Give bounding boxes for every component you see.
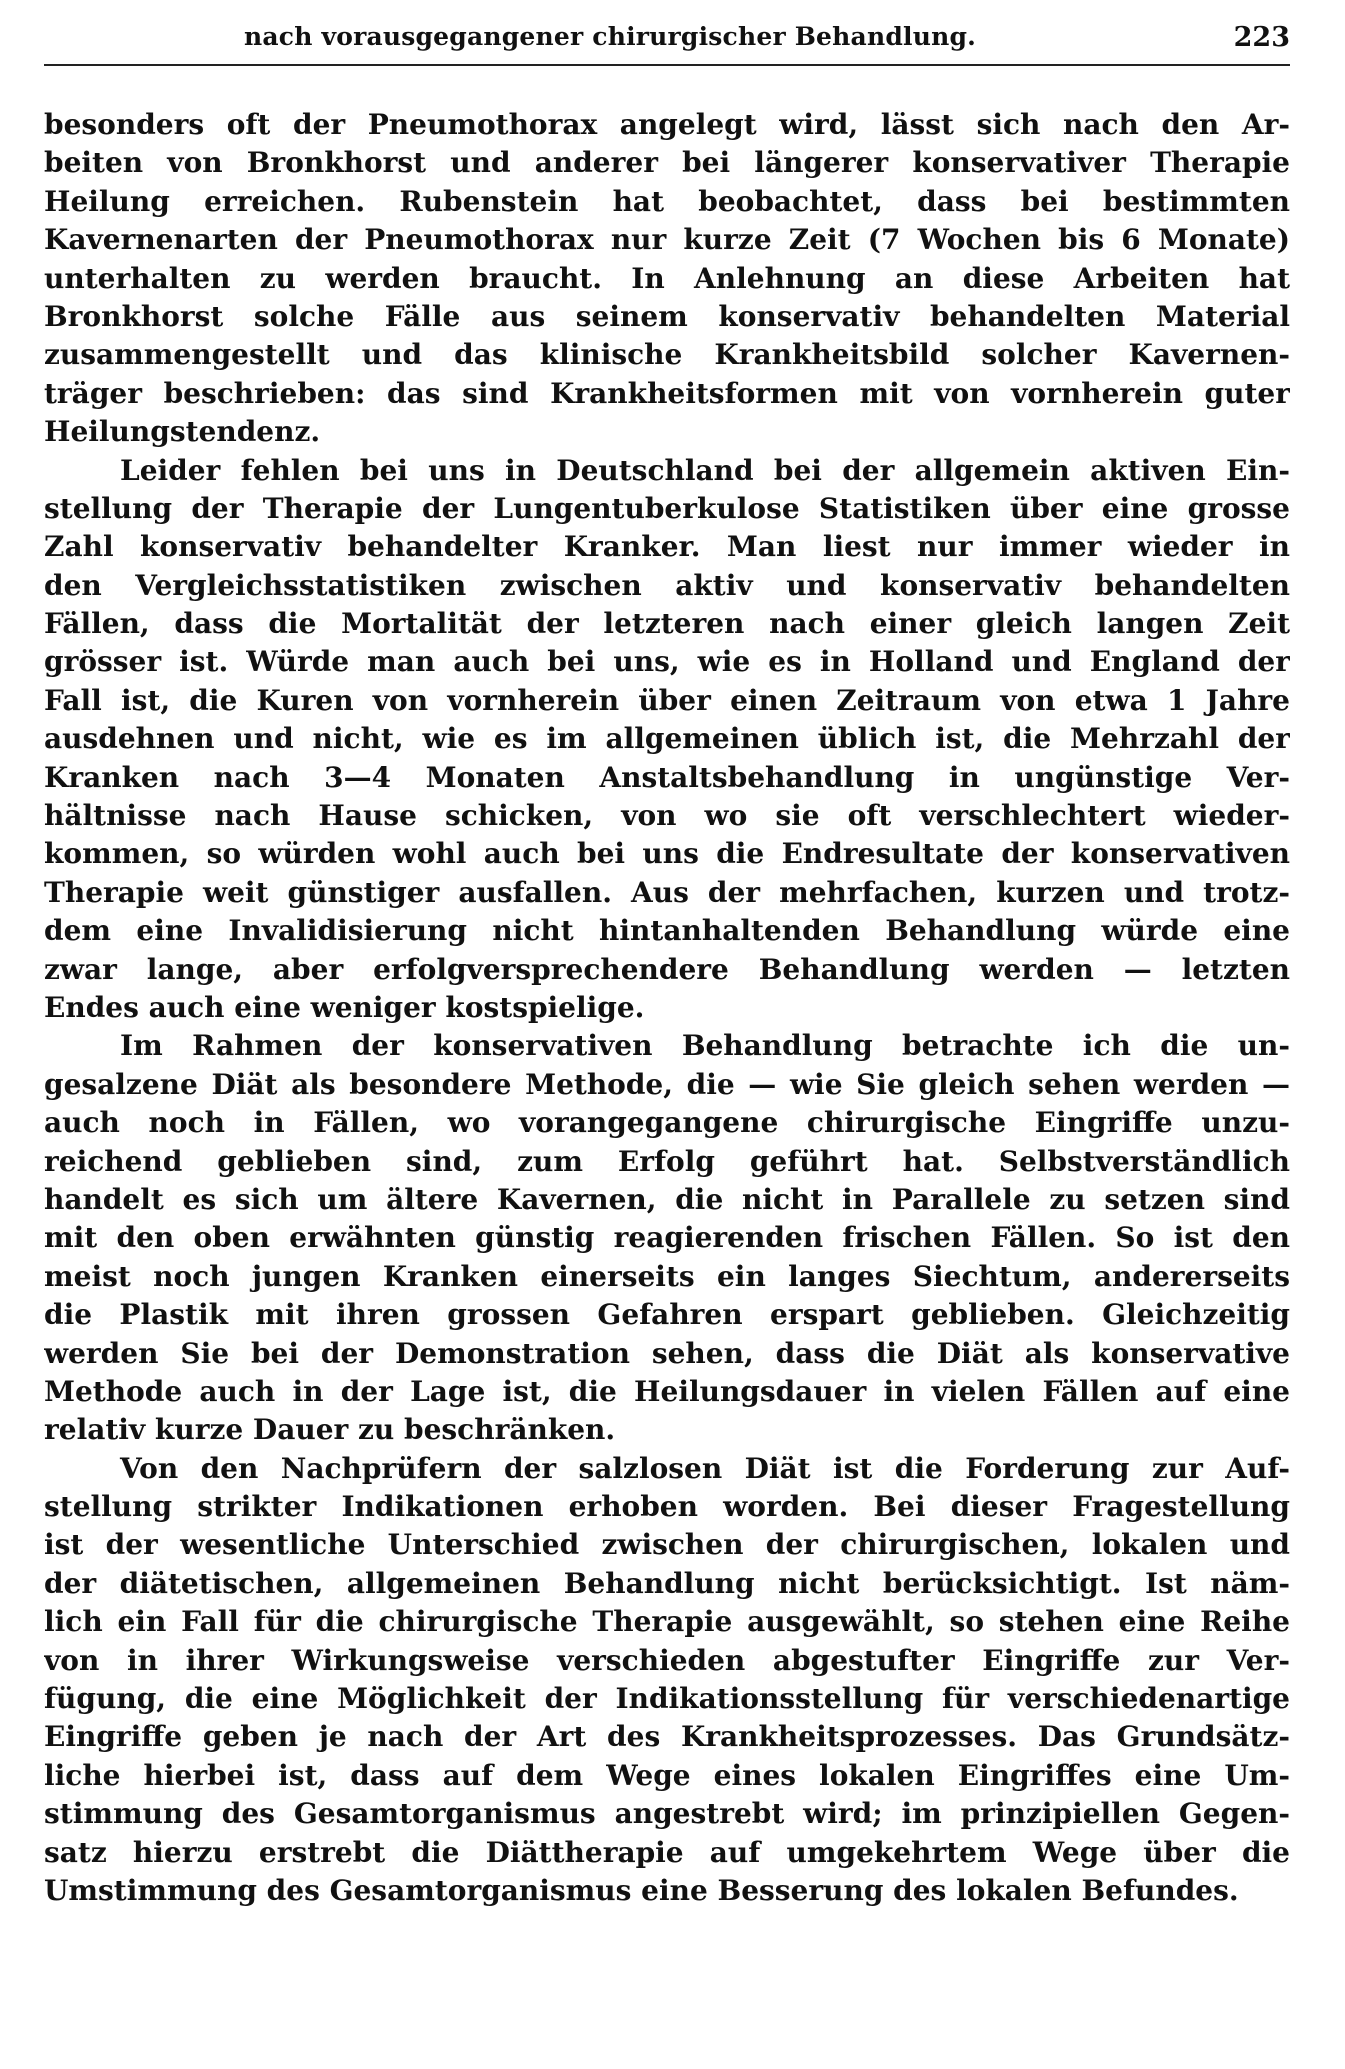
text-line: Methode auch in der Lage ist, die Heilungsdauer in vielen Fällen auf eine: [44, 1374, 1290, 1408]
text-line: von in ihrer Wirkungsweise verschieden abgestufter Eingriffe zur Ver-: [44, 1643, 1290, 1677]
text-line: relativ kurze Dauer zu beschränken.: [44, 1413, 616, 1447]
text-line: kommen, so würden wohl auch bei uns die Endresultate der konservativen: [44, 837, 1290, 871]
text-line: meist noch jungen Kranken einerseits ein langes Siechtum, andererseits: [44, 1259, 1290, 1293]
body-text: [44, 106, 1290, 1910]
text-line: ist der wesentliche Unterschied zwischen der chirurgischen, lokalen und: [44, 1528, 1290, 1562]
text-line: Leider fehlen bei uns in Deutschland bei der allgemein aktiven Ein-: [120, 453, 1290, 487]
text-line: liche hierbei ist, dass auf dem Wege eines lokalen Eingriffes eine Um-: [44, 1758, 1290, 1792]
text-line: fügung, die eine Möglichkeit der Indikationsstellung für verschiedenartige: [44, 1682, 1290, 1716]
text-line: die Plastik mit ihren grossen Gefahren erspart geblieben. Gleichzeitig: [44, 1298, 1290, 1332]
text-line: zwar lange, aber erfolgversprechendere Behandlung werden — letzten: [44, 952, 1290, 986]
book-page: [44, 0, 1290, 2069]
paragraph: [44, 106, 1290, 452]
text-line: stellung der Therapie der Lungentuberkulose Statistiken über eine grosse: [44, 491, 1290, 525]
text-line: Von den Nachprüfern der salzlosen Diät ist die Forderung zur Auf-: [120, 1451, 1290, 1485]
text-line: stellung strikter Indikationen erhoben worden. Bei dieser Fragestellung: [44, 1490, 1290, 1524]
text-line: Eingriffe geben je nach der Art des Krankheitsprozesses. Das Grundsätz-: [44, 1720, 1290, 1754]
text-line: Kranken nach 3—4 Monaten Anstaltsbehandlung in ungünstige Ver-: [44, 760, 1290, 794]
text-line: handelt es sich um ältere Kavernen, die nicht in Parallele zu setzen sind: [44, 1182, 1290, 1216]
text-line: träger beschrieben: das sind Krankheitsformen mit von vornherein guter: [44, 376, 1290, 410]
text-line: auch noch in Fällen, wo vorangegangene chirurgische Eingriffe unzu-: [44, 1106, 1290, 1140]
paragraph: [44, 1027, 1290, 1449]
text-line: Heilungstendenz.: [44, 415, 321, 449]
page-number: 223: [1233, 22, 1290, 53]
text-line: unterhalten zu werden braucht. In Anlehnung an diese Arbeiten hat: [44, 261, 1290, 295]
text-line: Zahl konservativ behandelter Kranker. Man liest nur immer wieder in: [44, 530, 1290, 564]
paragraph: [44, 452, 1290, 1028]
text-line: Fällen, dass die Mortalität der letzteren nach einer gleich langen Zeit: [44, 607, 1290, 641]
text-line: satz hierzu erstrebt die Diättherapie auf umgekehrtem Wege über die: [44, 1835, 1290, 1869]
text-line: Fall ist, die Kuren von vornherein über einen Zeitraum von etwa 1 Jahre: [44, 683, 1290, 717]
text-line: der diätetischen, allgemeinen Behandlung nicht berücksichtigt. Ist näm-: [44, 1566, 1290, 1600]
header-rule: [44, 64, 1290, 66]
running-header: [44, 22, 1290, 62]
text-line: dem eine Invalidisierung nicht hintanhaltenden Behandlung würde eine: [44, 914, 1290, 948]
text-line: stimmung des Gesamtorganismus angestrebt wird; im prinzipiellen Gegen-: [44, 1797, 1290, 1831]
text-line: besonders oft der Pneumothorax angelegt wird, lässt sich nach den Ar-: [44, 108, 1290, 141]
text-line: gesalzene Diät als besondere Methode, die — wie Sie gleich sehen werden —: [44, 1067, 1290, 1101]
text-line: Umstimmung des Gesamtorganismus eine Besserung des lokalen Befundes.: [44, 1873, 1239, 1907]
text-line: Heilung erreichen. Rubenstein hat beobachtet, dass bei bestimmten: [44, 184, 1290, 218]
text-line: den Vergleichsstatistiken zwischen aktiv und konservativ behandelten: [44, 568, 1290, 602]
text-line: grösser ist. Würde man auch bei uns, wie es in Holland und England der: [44, 645, 1290, 679]
text-line: zusammengestellt und das klinische Krankheitsbild solcher Kavernen-: [44, 338, 1290, 372]
text-line: hältnisse nach Hause schicken, von wo sie oft verschlechtert wieder-: [44, 799, 1290, 833]
text-line: mit den oben erwähnten günstig reagierenden frischen Fällen. So ist den: [44, 1221, 1290, 1255]
text-line: Im Rahmen der konservativen Behandlung betrachte ich die un-: [120, 1029, 1290, 1063]
text-line: ausdehnen und nicht, wie es im allgemeinen üblich ist, die Mehrzahl der: [44, 722, 1290, 756]
text-line: Therapie weit günstiger ausfallen. Aus der mehrfachen, kurzen und trotz-: [44, 875, 1290, 909]
text-line: werden Sie bei der Demonstration sehen, dass die Diät als konservative: [44, 1336, 1290, 1370]
text-line: lich ein Fall für die chirurgische Therapie ausgewählt, so stehen eine Reihe: [44, 1605, 1290, 1639]
text-line: reichend geblieben sind, zum Erfolg geführt hat. Selbstverständlich: [44, 1144, 1290, 1178]
text-line: Bronkhorst solche Fälle aus seinem konservativ behandelten Material: [44, 299, 1290, 333]
paragraph: [44, 1450, 1290, 1911]
text-line: Endes auch eine weniger kostspielige.: [44, 990, 645, 1024]
text-line: beiten von Bronkhorst und anderer bei längerer konservativer Therapie: [44, 146, 1290, 180]
text-line: Kavernenarten der Pneumothorax nur kurze Zeit (7 Wochen bis 6 Monate): [44, 223, 1290, 257]
running-title: nach vorausgegangener chirurgischer Behandlung.: [244, 22, 977, 51]
